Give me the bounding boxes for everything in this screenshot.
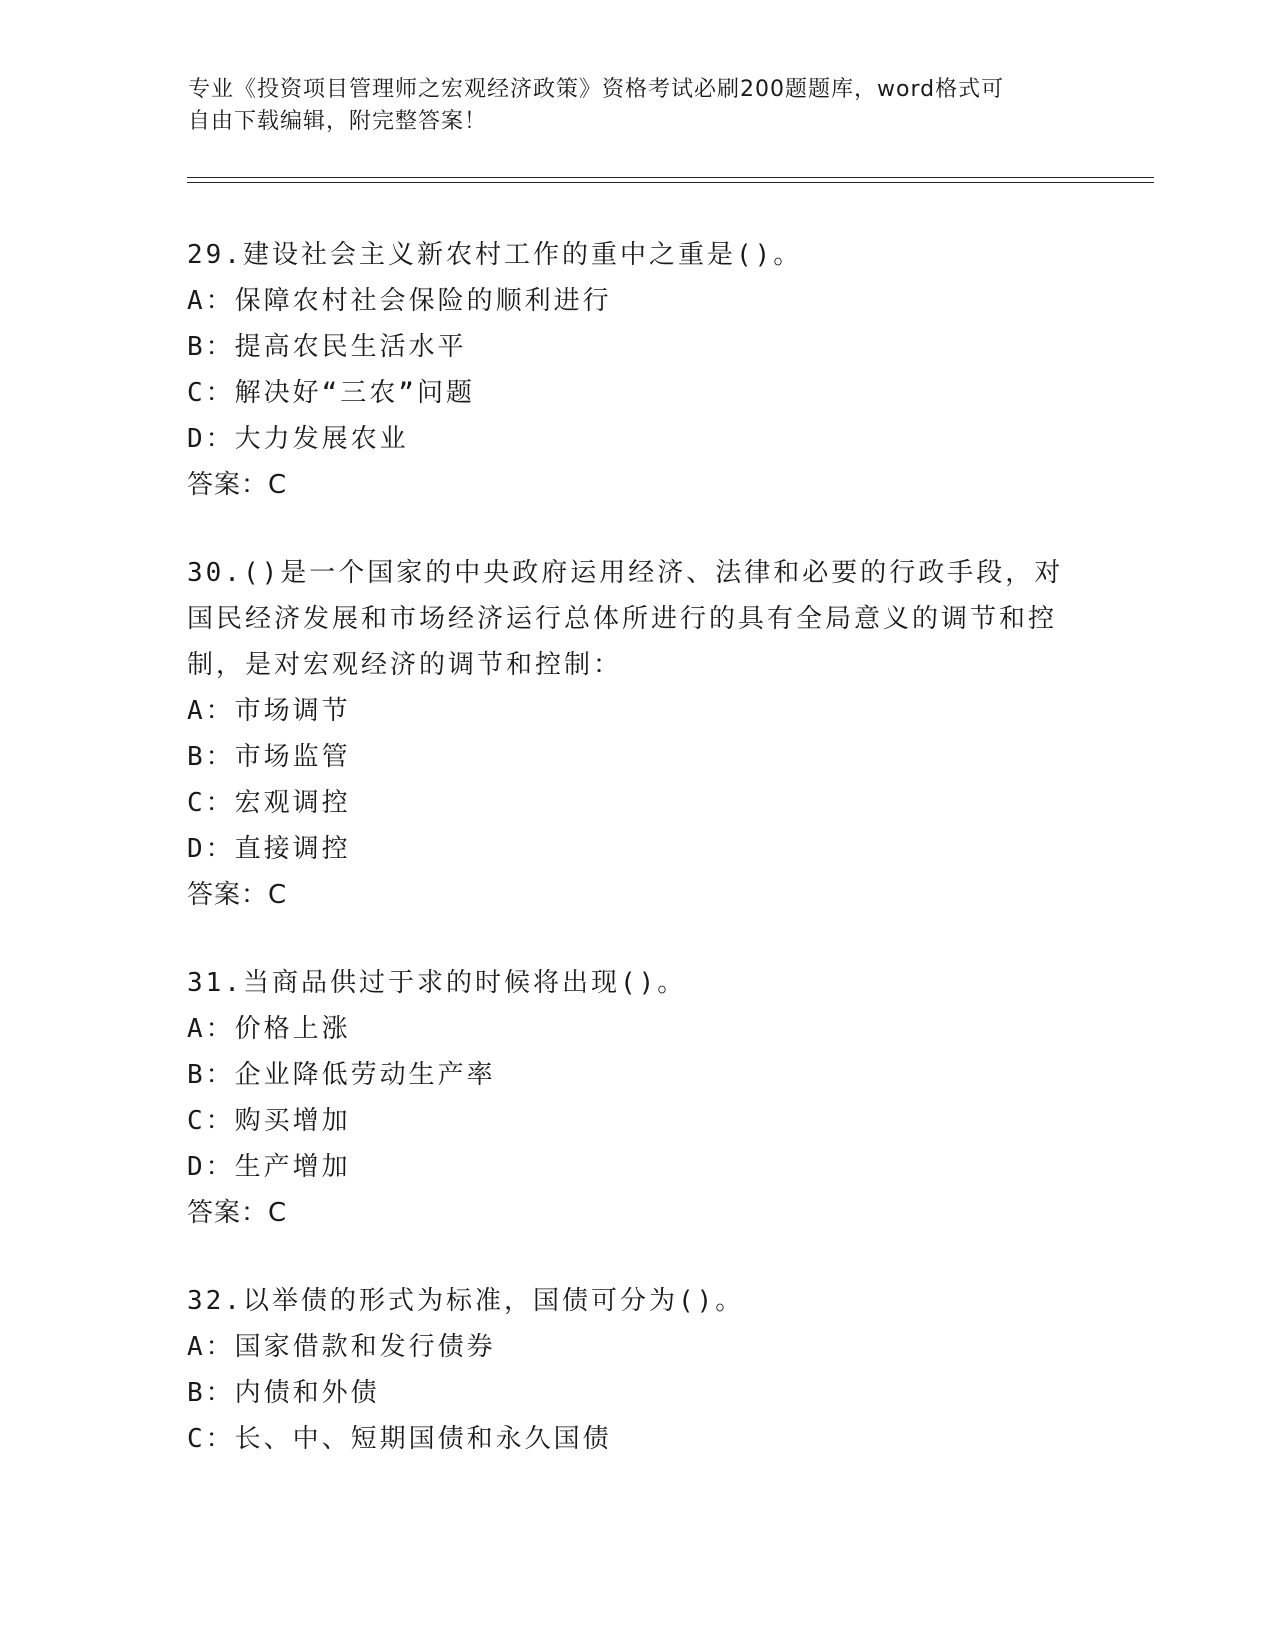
header-divider-bottom: [187, 182, 1154, 183]
option-b: B：市场监管: [187, 742, 351, 772]
option-b: B：企业降低劳动生产率: [187, 1060, 496, 1090]
option-a: A：保障农村社会保险的顺利进行: [187, 286, 612, 316]
question-31: [187, 960, 1087, 1236]
option-c: C：长、中、短期国债和永久国债: [187, 1424, 612, 1454]
question-32: [187, 1278, 1087, 1462]
option-a: A：国家借款和发行债券: [187, 1332, 496, 1362]
option-c: C：购买增加: [187, 1106, 351, 1136]
question-list: [187, 232, 1087, 1504]
document-header: [188, 74, 1068, 138]
header-line-1: 专业《投资项目管理师之宏观经济政策》资格考试必刷200题题库，word格式可: [188, 77, 1005, 102]
option-b: B：内债和外债: [187, 1378, 380, 1408]
question-30: [187, 550, 1087, 918]
option-d: D：直接调控: [187, 834, 351, 864]
option-c: C：解决好“三农”问题: [187, 378, 475, 408]
question-title: 31.当商品供过于求的时候将出现()。: [187, 968, 687, 998]
answer-line: 答案：C: [187, 470, 288, 500]
option-d: D：大力发展农业: [187, 424, 409, 454]
answer-line: 答案：C: [187, 1198, 288, 1228]
option-a: A：市场调节: [187, 696, 351, 726]
question-title: 30.()是一个国家的中央政府运用经济、法律和必要的行政手段，对国民经济发展和市场经济运行总体所进行的具有全局意义的调节和控制，是对宏观经济的调节和控制：: [187, 558, 1064, 680]
header-divider-top: [187, 177, 1154, 178]
header-line-2: 自由下载编辑，附完整答案！: [188, 109, 488, 134]
question-29: [187, 232, 1087, 508]
option-a: A：价格上涨: [187, 1014, 351, 1044]
question-title: 29.建设社会主义新农村工作的重中之重是()。: [187, 240, 803, 270]
answer-line: 答案：C: [187, 880, 288, 910]
question-title: 32.以举债的形式为标准，国债可分为()。: [187, 1286, 745, 1316]
option-c: C：宏观调控: [187, 788, 351, 818]
option-d: D：生产增加: [187, 1152, 351, 1182]
option-b: B：提高农民生活水平: [187, 332, 467, 362]
